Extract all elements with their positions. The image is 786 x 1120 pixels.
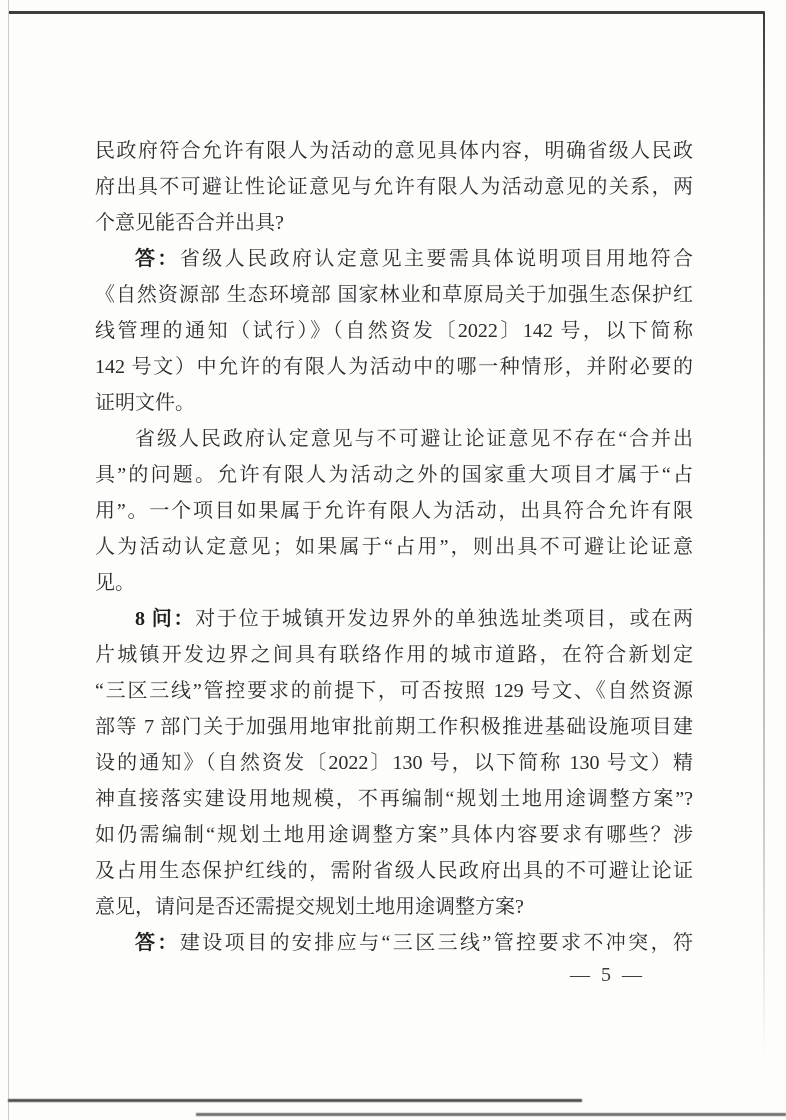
text-line: 民政府符合允许有限人为活动的意见具体内容，明确省级人民政 <box>95 140 693 162</box>
text-line: 线管理的通知（试行）》（自然资发〔2022〕142 号，以下简称 <box>95 320 693 342</box>
scan-edge-right <box>763 12 765 1060</box>
scan-edge-top <box>8 11 765 14</box>
text-line: 省级人民政府认定意见与不可避让论证意见不存在“合并出 <box>135 428 693 450</box>
text-line: 用”。一个项目如果属于允许有限人为活动，出具符合允许有限 <box>95 500 693 522</box>
text-line: 意见，请问是否还需提交规划土地用途调整方案? <box>95 896 524 918</box>
text-line: 如仍需编制“规划土地用途调整方案”具体内容要求有哪些？涉 <box>95 824 693 846</box>
text-line: 8 问：对于位于城镇开发边界外的单独选址类项目，或在两 <box>135 608 693 630</box>
paragraph-lead: 答： <box>135 932 180 954</box>
scan-edge-left <box>8 0 9 1120</box>
scan-edge-bottom-inner <box>8 1099 582 1102</box>
text-line: 142 号文）中允许的有限人为活动中的哪一种情形，并附必要的 <box>95 356 693 378</box>
text-line: 具”的问题。允许有限人为活动之外的国家重大项目才属于“占 <box>95 464 693 486</box>
text-line: 人为活动认定意见；如果属于“占用”，则出具不可避让论证意 <box>95 536 693 558</box>
paragraph-lead: 8 问： <box>135 608 196 630</box>
text-line: 设的通知》（自然资发〔2022〕130 号，以下简称 130 号文）精 <box>95 752 693 774</box>
text-line: 答：建设项目的安排应与“三区三线”管控要求不冲突，符 <box>135 932 693 954</box>
text-line: 个意见能否合并出具? <box>95 212 284 234</box>
document-text <box>95 133 693 961</box>
scan-edge-bottom-outer <box>196 1113 786 1116</box>
text-line: 见。 <box>95 572 135 594</box>
text-line: 及占用生态保护红线的，需附省级人民政府出具的不可避让论证 <box>95 860 693 882</box>
text-line: 答：省级人民政府认定意见主要需具体说明项目用地符合 <box>135 248 693 270</box>
text-line: 神直接落实建设用地规模，不再编制“规划土地用途调整方案”? <box>95 788 693 810</box>
text-line: 《自然资源部 生态环境部 国家林业和草原局关于加强生态保护红 <box>95 284 693 306</box>
text-line: “三区三线”管控要求的前提下，可否按照 129 号文、《自然资源 <box>95 680 693 702</box>
text-line: 府出具不可避让性论证意见与允许有限人为活动意见的关系，两 <box>95 176 693 198</box>
text-line: 证明文件。 <box>95 392 195 414</box>
text-line: 片城镇开发边界之间具有联络作用的城市道路，在符合新划定 <box>95 644 693 666</box>
text-line: 部等 7 部门关于加强用地审批前期工作积极推进基础设施项目建 <box>95 716 693 738</box>
paragraph-lead: 答： <box>135 248 180 270</box>
page-number: — 5 — <box>570 964 645 986</box>
